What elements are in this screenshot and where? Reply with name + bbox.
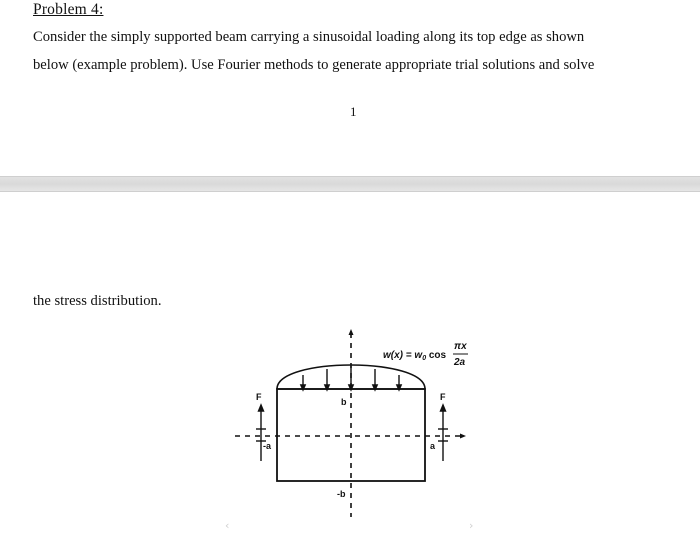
equation-cos: cos <box>426 350 447 361</box>
problem-text-line-3: the stress distribution. <box>33 293 162 309</box>
equation-lhs: w(x) = w <box>383 350 423 361</box>
beam-figure <box>225 325 485 537</box>
label-F-right: F <box>440 392 446 402</box>
page-number: 1 <box>350 104 357 119</box>
left-corner-glyph-icon: ‹ <box>225 519 230 532</box>
problem-text-line-1: Consider the simply supported beam carrying a sinusoidal loading along its top edge as shown <box>33 29 585 45</box>
label-b: b <box>341 397 347 407</box>
equation-subscript: 0 <box>422 355 427 362</box>
problem-heading: Problem 4: <box>33 1 104 18</box>
page-separator <box>0 176 700 192</box>
right-corner-glyph-icon: › <box>469 519 474 532</box>
problem-text-line-2: below (example problem). Use Fourier methods to generate appropriate trial solutions and solve <box>33 57 595 73</box>
x-axis-arrow-icon <box>460 434 466 439</box>
label-minus-a: -a <box>263 441 272 451</box>
label-F-left: F <box>256 392 262 402</box>
y-axis-arrow-icon <box>349 329 354 335</box>
beam-diagram <box>225 325 485 537</box>
right-reaction-force <box>438 405 448 461</box>
label-a: a <box>430 441 436 451</box>
svg-text:w(x) = w0 cos <box>383 350 447 362</box>
fraction-denominator: 2a <box>454 357 466 368</box>
label-minus-b: -b <box>337 489 346 499</box>
page-1 <box>0 0 700 176</box>
fraction-numerator: πx <box>454 341 467 352</box>
load-arrows <box>301 366 401 390</box>
left-reaction-force <box>256 405 266 461</box>
load-equation <box>383 341 468 368</box>
